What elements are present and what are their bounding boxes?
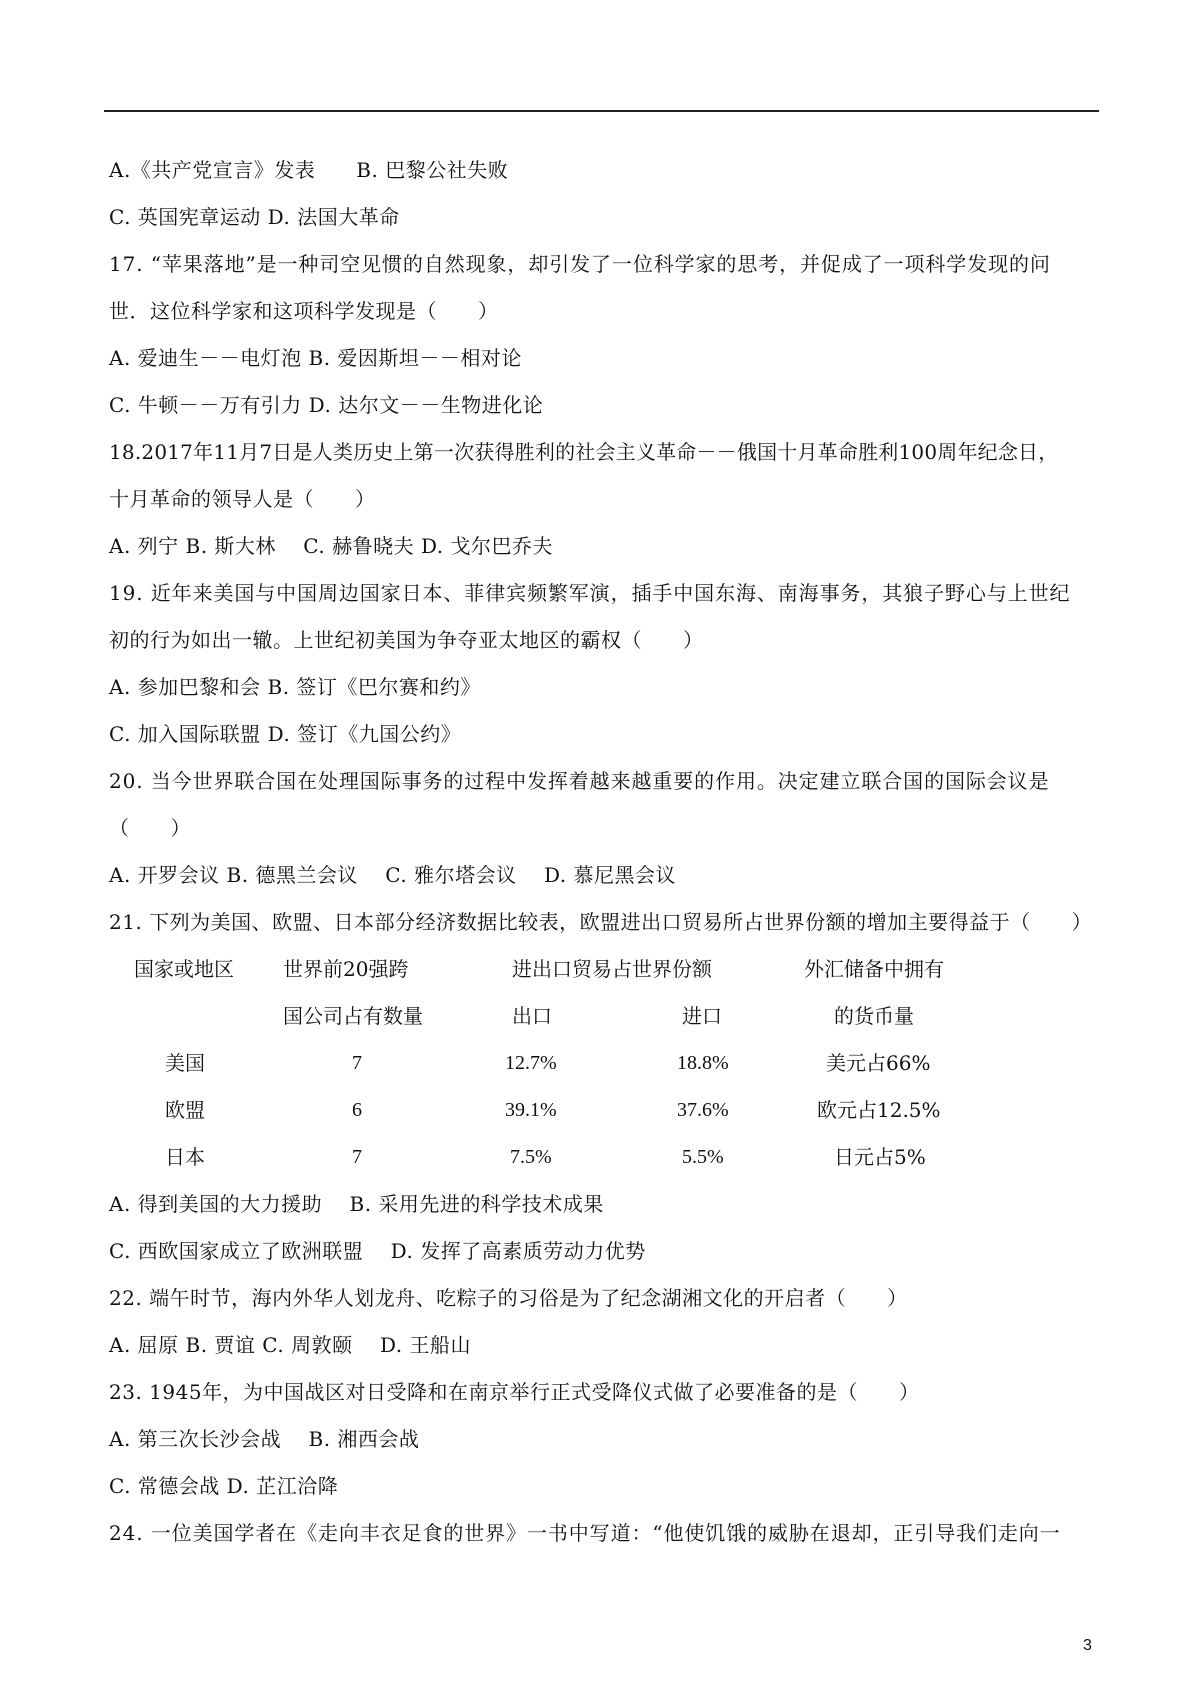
table-row-us-reserves: 美元占66%	[826, 1051, 931, 1075]
q20-stem-line2: （ ）	[109, 816, 191, 840]
q17-options-cd: C. 牛顿－－万有引力 D. 达尔文－－生物进化论	[109, 393, 544, 417]
table-row-eu-import: 37.6%	[677, 1099, 729, 1121]
table-header-reserves: 外汇储备中拥有	[804, 957, 944, 981]
table-row-us-region: 美国	[165, 1051, 205, 1075]
q23-options-cd: C. 常德会战 D. 芷江洽降	[109, 1474, 339, 1498]
table-header-trade-share: 进出口贸易占世界份额	[512, 957, 712, 981]
table-header-region: 国家或地区	[134, 957, 234, 981]
table-row-jp-companies: 7	[352, 1146, 362, 1168]
q16-options-cd: C. 英国宪章运动 D. 法国大革命	[109, 205, 400, 229]
q19-stem-line1: 19. 近年来美国与中国周边国家日本、菲律宾频繁军演，插手中国东海、南海事务，其狼子野心与上世纪	[109, 581, 1071, 605]
q21-options-cd: C. 西欧国家成立了欧洲联盟 D. 发挥了高素质劳动力优势	[109, 1239, 646, 1263]
table-header-export: 出口	[512, 1004, 552, 1028]
table-row-jp-export: 7.5%	[510, 1146, 552, 1168]
table-row-jp-region: 日本	[165, 1145, 205, 1169]
q20-options: A. 开罗会议 B. 德黑兰会议 C. 雅尔塔会议 D. 慕尼黑会议	[109, 863, 676, 887]
q17-stem-line1: 17. “苹果落地”是一种司空见惯的自然现象，却引发了一位科学家的思考，并促成了一项科学发现的问	[109, 252, 1051, 276]
q17-stem-line2: 世．这位科学家和这项科学发现是（ ）	[109, 299, 499, 323]
q16-options-ab: A.《共产党宣言》发表 B. 巴黎公社失败	[109, 158, 509, 182]
q19-options-ab: A. 参加巴黎和会 B. 签订《巴尔赛和约》	[109, 675, 481, 699]
q24-stem-line1: 24. 一位美国学者在《走向丰衣足食的世界》一书中写道：“他使饥饿的威胁在退却，正引导我们走向一	[109, 1521, 1061, 1545]
table-row-us-import: 18.8%	[677, 1052, 729, 1074]
q19-options-cd: C. 加入国际联盟 D. 签订《九国公约》	[109, 722, 462, 746]
q23-stem: 23. 1945年，为中国战区对日受降和在南京举行正式受降仪式做了必要准备的是（ ）	[109, 1380, 920, 1404]
q18-stem-line1: 18.2017年11月7日是人类历史上第一次获得胜利的社会主义革命－－俄国十月革命胜利100周年纪念日，	[109, 440, 1059, 464]
table-row-jp-reserves: 日元占5%	[834, 1145, 926, 1169]
q20-stem-line1: 20. 当今世界联合国在处理国际事务的过程中发挥着越来越重要的作用。决定建立联合国的国际会议是	[109, 769, 1050, 793]
table-row-eu-companies: 6	[352, 1099, 362, 1121]
table-row-eu-reserves: 欧元占12.5%	[817, 1098, 941, 1122]
header-rule	[104, 110, 1099, 112]
q19-stem-line2: 初的行为如出一辙。上世纪初美国为争夺亚太地区的霸权（ ）	[109, 628, 704, 652]
table-row-us-companies: 7	[352, 1052, 362, 1074]
q18-stem-line2: 十月革命的领导人是（ ）	[109, 487, 376, 511]
table-header-companies-line2: 国公司占有数量	[283, 1004, 423, 1028]
q22-stem: 22. 端午时节，海内外华人划龙舟、吃粽子的习俗是为了纪念湖湘文化的开启者（ ）	[109, 1286, 908, 1310]
table-row-jp-import: 5.5%	[682, 1146, 724, 1168]
q23-options-ab: A. 第三次长沙会战 B. 湘西会战	[109, 1427, 420, 1451]
q17-options-ab: A. 爱迪生－－电灯泡 B. 爱因斯坦－－相对论	[109, 346, 522, 370]
q21-stem: 21. 下列为美国、欧盟、日本部分经济数据比较表，欧盟进出口贸易所占世界份额的增加主要得益于（ ）	[109, 910, 1093, 934]
table-header-import: 进口	[682, 1004, 722, 1028]
table-header-companies: 世界前20强跨	[283, 957, 409, 981]
table-header-reserves-line2: 的货币量	[834, 1004, 914, 1028]
page-number: 3	[1083, 1637, 1092, 1654]
q21-options-ab: A. 得到美国的大力援助 B. 采用先进的科学技术成果	[109, 1192, 604, 1216]
table-row-eu-export: 39.1%	[505, 1099, 557, 1121]
q18-options: A. 列宁 B. 斯大林 C. 赫鲁晓夫 D. 戈尔巴乔夫	[109, 534, 553, 558]
table-row-us-export: 12.7%	[505, 1052, 557, 1074]
table-row-eu-region: 欧盟	[165, 1098, 205, 1122]
q22-options: A. 屈原 B. 贾谊 C. 周敦颐 D. 王船山	[109, 1333, 471, 1357]
